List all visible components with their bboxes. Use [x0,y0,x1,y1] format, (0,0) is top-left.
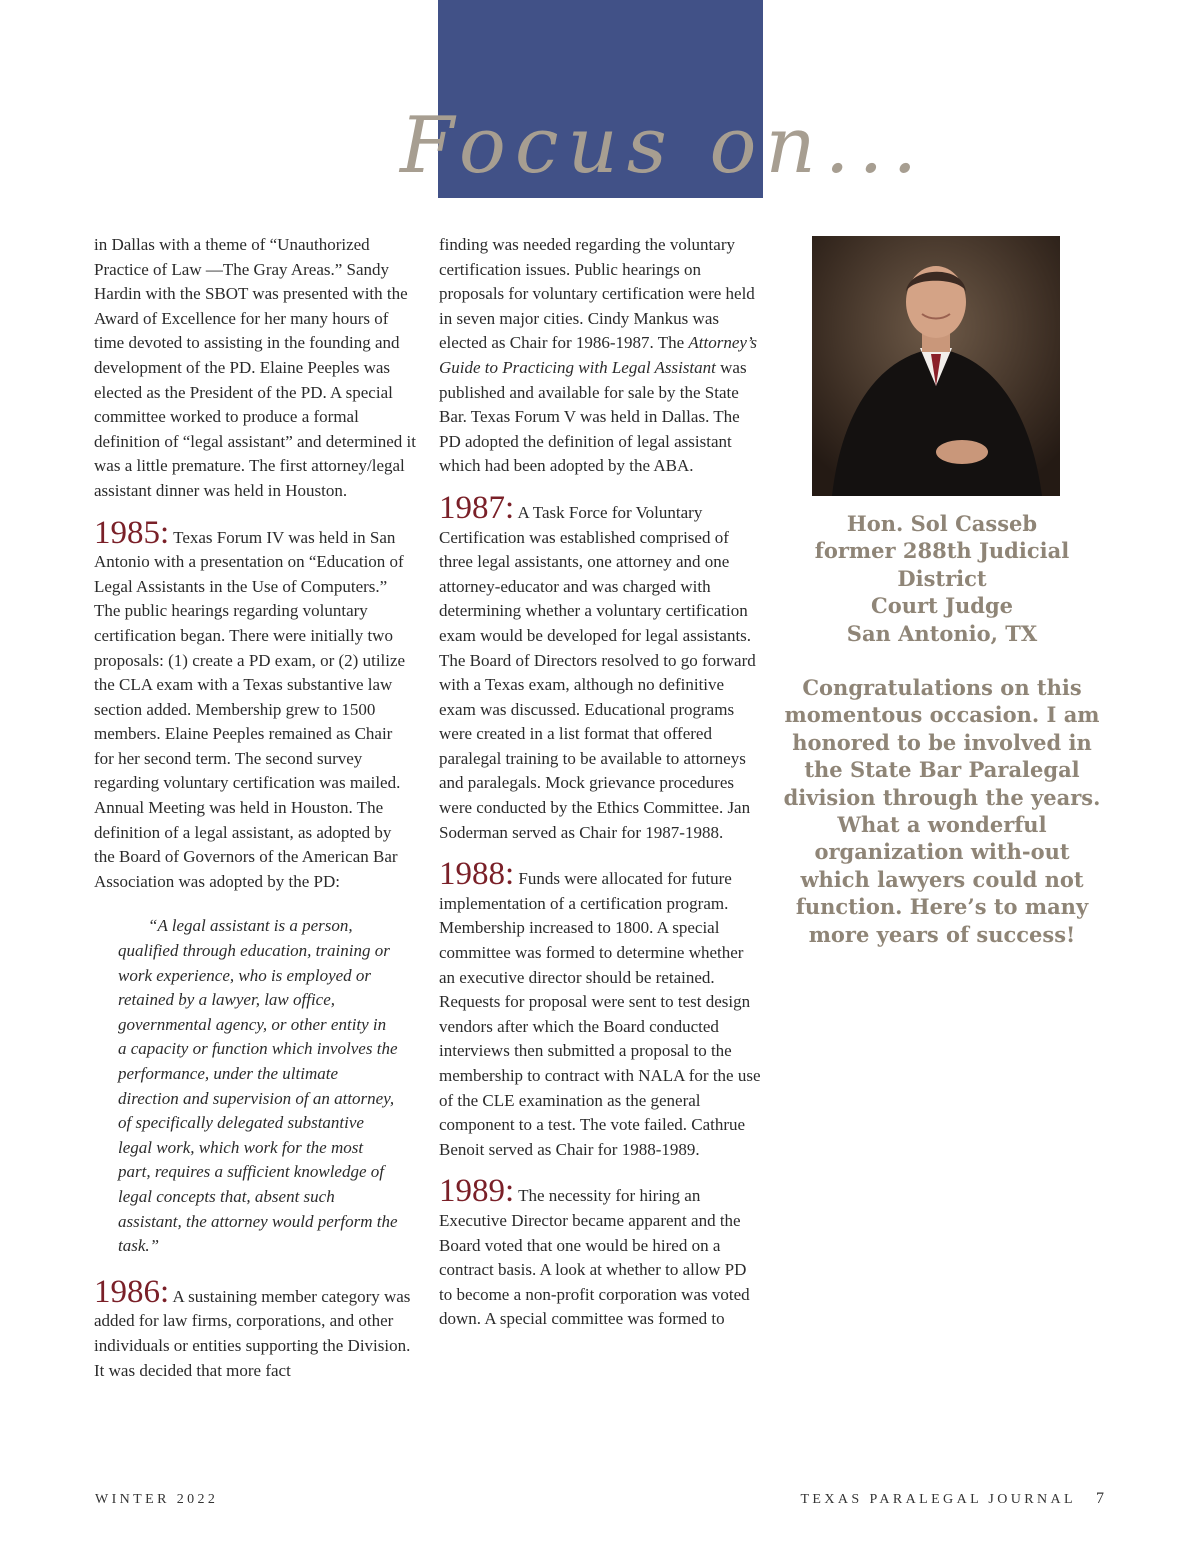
page-number: 7 [1096,1490,1104,1507]
banner-script-text: Focus on... [400,101,927,191]
year-heading-1987: 1987: [439,489,515,526]
year-heading-1989: 1989: [439,1173,515,1210]
entry-1989-text: The necessity for hiring an Executive Director became apparent and the Board voted that one would be hired on a contract basis. A look at whether to allow PD to become a non-profit corporation was voted down. A special committee was formed to [439,1186,750,1329]
entry-1986 [94,1273,416,1383]
entry-1987-text: A Task Force for Voluntary Certification was established comprised of three legal assistants, one attorney and one attorney-educator and was charged with determining whether a voluntary certification exam would be developed for legal assistants. The Board of Directors resolved to go forward with a Texas exam, although no definitive exam was discussed. Educational programs were created in a list format that offered paralegal training to be available to attorneys and paralegals. Mock grievance procedures were conducted by the Ethics Committee. Jan Soderman served as Chair for 1987-1988. [439,502,756,842]
entry-1985-text: Texas Forum IV was held in San Antonio with a presentation on “Education of Legal Assistants in the Use of Computers.” The public hearings regarding voluntary certification began. There were initially two proposals: (1) create a PD exam, or (2) utilize the CLA exam with a Texas substantive law section added. Membership grew to 1500 members. Elaine Peeples remained as Chair for her second term. The second survey regarding voluntary certification was mailed. Annual Meeting was held in Houston. The definition of a legal assistant, as adopted by the Board of Governors of the American Bar Association was adopted by the PD: [94,527,406,891]
judge-location: San Antonio, TX [846,620,1038,646]
continued-text-a: finding was needed regarding the voluntary certification issues. Public hearings on proposals for voluntary certification were held in seven major cities. Cindy Mankus was elected as Chair for 1986-1987. The [439,235,755,353]
issue-date: WINTER 2022 [95,1492,219,1507]
entry-1986-text: A sustaining member category was added for law firms, corporations, and other individuals or entities supporting the Division. It was decided that more fact [94,1286,411,1380]
year-heading-1986: 1986: [94,1273,170,1310]
testimonial-quote: Congratulations on this momentous occasion. I am honored to be involved in the State Bar Paralegal division through the years. What a wonderful organization with-out which lawyers could not function. Here’s to many more years of success! [783,675,1101,947]
portrait-image [812,236,1060,496]
judge-portrait [812,236,1060,496]
judge-title-line1: former 288th Judicial District [814,538,1070,591]
testimonial-sidebar [778,510,1106,948]
entry-1989 [439,1173,763,1332]
year-heading-1988: 1988: [439,856,515,893]
quote-lead-line: “A legal assistant is a person, [148,916,353,936]
aba-definition-quote [118,914,398,1258]
entry-1987 [439,489,763,845]
column-left [94,233,416,1397]
publication-name: TEXAS PARALEGAL JOURNAL [800,1492,1076,1507]
focus-on-banner [392,92,927,217]
column-middle [439,233,763,1346]
judge-name: Hon. Sol Casseb [846,511,1038,536]
entry-1988-text: Funds were allocated for future implementation of a certification program. Membership increased to 1800. A special committee was formed to determine whether an executive director should be retained. Requests for proposal were sent to test design vendors after which the Board conducted interviews then submitted a proposal to the membership to contract with NALA for the use of the CLE examination as the general component to a test. The vote failed. Cathrue Benoit served as Chair for 1988-1989. [439,869,761,1159]
entry-1985 [94,514,416,895]
judge-credentials [778,510,1106,647]
intro-paragraph: in Dallas with a theme of “Unauthorized Practice of Law —The Gray Areas.” Sandy Hardin with the SBOT was presented with the Award of Excellence for her many hours of time devoted to assisting in the founding and development of the PD. Elaine Peeples was elected as the President of the PD. A special committee worked to produce a formal definition of “legal assistant” and determined it was a little premature. The first attorney/legal assistant dinner was held in Houston. [94,235,416,500]
judge-title-line2: Court Judge [871,593,1013,619]
entry-1988 [439,856,763,1162]
quote-body: qualified through education, training or work experience, who is employed or retained by a lawyer, law office, governmental agency, or other entity in a capacity or function which involves the performance, under the ultimate direction and supervision of an attorney, of specifically delegated substantive legal work, which work for the most part, requires a sufficient knowledge of legal concepts that, absent such assistant, the attorney would perform the task.” [118,941,398,1256]
year-heading-1985: 1985: [94,514,170,551]
guide-title: Attorney’s Guide to Practicing with Legal Assistant [439,333,758,377]
continued-text-b: was published and available for sale by the State Bar. Texas Forum V was held in Dallas. The PD adopted the definition of legal assistant which had been adopted by the ABA. [439,357,747,476]
continued-paragraph [439,233,763,479]
